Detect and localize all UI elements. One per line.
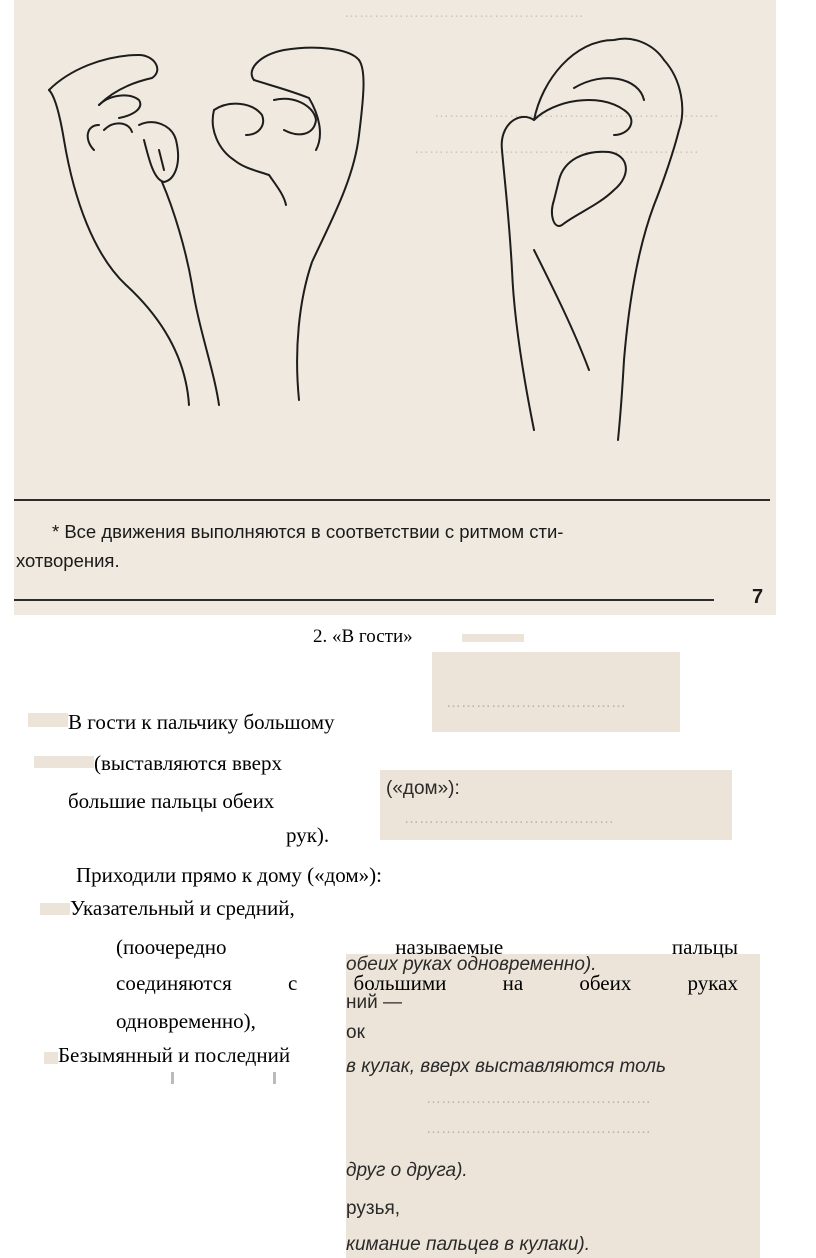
bleed-through-text: ……………………………………… (426, 1120, 651, 1137)
section-title: 2. «В гости» (313, 626, 413, 647)
page-number: 7 (752, 586, 764, 608)
poem-line-1-note-c: рук). (286, 823, 330, 847)
text-cursor-mark (171, 1072, 174, 1084)
scan-fragment-line-3: ок (346, 1022, 365, 1043)
poem-line-3-note-a: (поочередно называемые пальцы (116, 935, 738, 959)
bleed-through-text: ………………………………………… (344, 4, 584, 21)
poem-line-2: Приходили прямо к дому («дом»): (76, 863, 382, 887)
poem-line-1: В гости к пальчику большому (68, 710, 335, 734)
bleed-through-text: ………………………………………………… (414, 140, 699, 157)
scan-fragment-dom-label: («дом»): (386, 778, 460, 799)
scan-fragment-line-7: кимание пальцев в кулаки). (346, 1234, 591, 1255)
scan-fragment-line-6: рузья, (346, 1198, 401, 1219)
bleed-through-text: …………………………………… (404, 810, 614, 827)
poem-line-3-note-c: одновременно), (116, 1009, 256, 1033)
bleed-through-text: ………………………………………………… (434, 104, 719, 121)
poem-line-3: Указательный и средний, (70, 896, 295, 920)
poem-line-1-note-b: большие пальцы обеих (68, 789, 275, 813)
scan-fragment-strip (44, 1052, 58, 1064)
scan-fragment-line-1: обеих руках одновременно). (346, 954, 597, 975)
scan-fragment-strip (40, 903, 70, 915)
footnote-line-2: хотворения. (16, 550, 120, 571)
scanned-page (14, 0, 776, 615)
bleed-through-text: ……………………………………… (426, 1090, 651, 1107)
footnote-rule-top (14, 499, 770, 501)
scan-fragment-line-2: ний — (346, 992, 402, 1013)
scan-fragment-block-3 (346, 954, 760, 1258)
scan-fragment-strip (34, 756, 94, 768)
poem-line-4: Безымянный и последний (58, 1043, 291, 1067)
hands-illustration (14, 0, 776, 500)
poem-line-1-note-a: (выставляются вверх (94, 751, 282, 775)
scan-fragment-strip (28, 713, 68, 727)
scan-fragment-block-2 (380, 770, 732, 840)
footnote-line-1: * Все движения выполняются в соответствии с ритмом сти- (52, 521, 564, 542)
scan-fragment-block-1 (432, 652, 680, 732)
footnote-rule-bottom (14, 599, 714, 601)
poem-line-3-note-b: соединяются с большими на обеих руках (116, 971, 738, 995)
scan-fragment-strip (462, 634, 524, 642)
bleed-through-text: ……………………………… (446, 694, 626, 711)
scan-fragment-line-4: в кулак, вверх выставляются толь (346, 1056, 666, 1077)
scan-fragment-line-5: друг о друга). (346, 1160, 468, 1181)
text-cursor-mark (273, 1072, 276, 1084)
